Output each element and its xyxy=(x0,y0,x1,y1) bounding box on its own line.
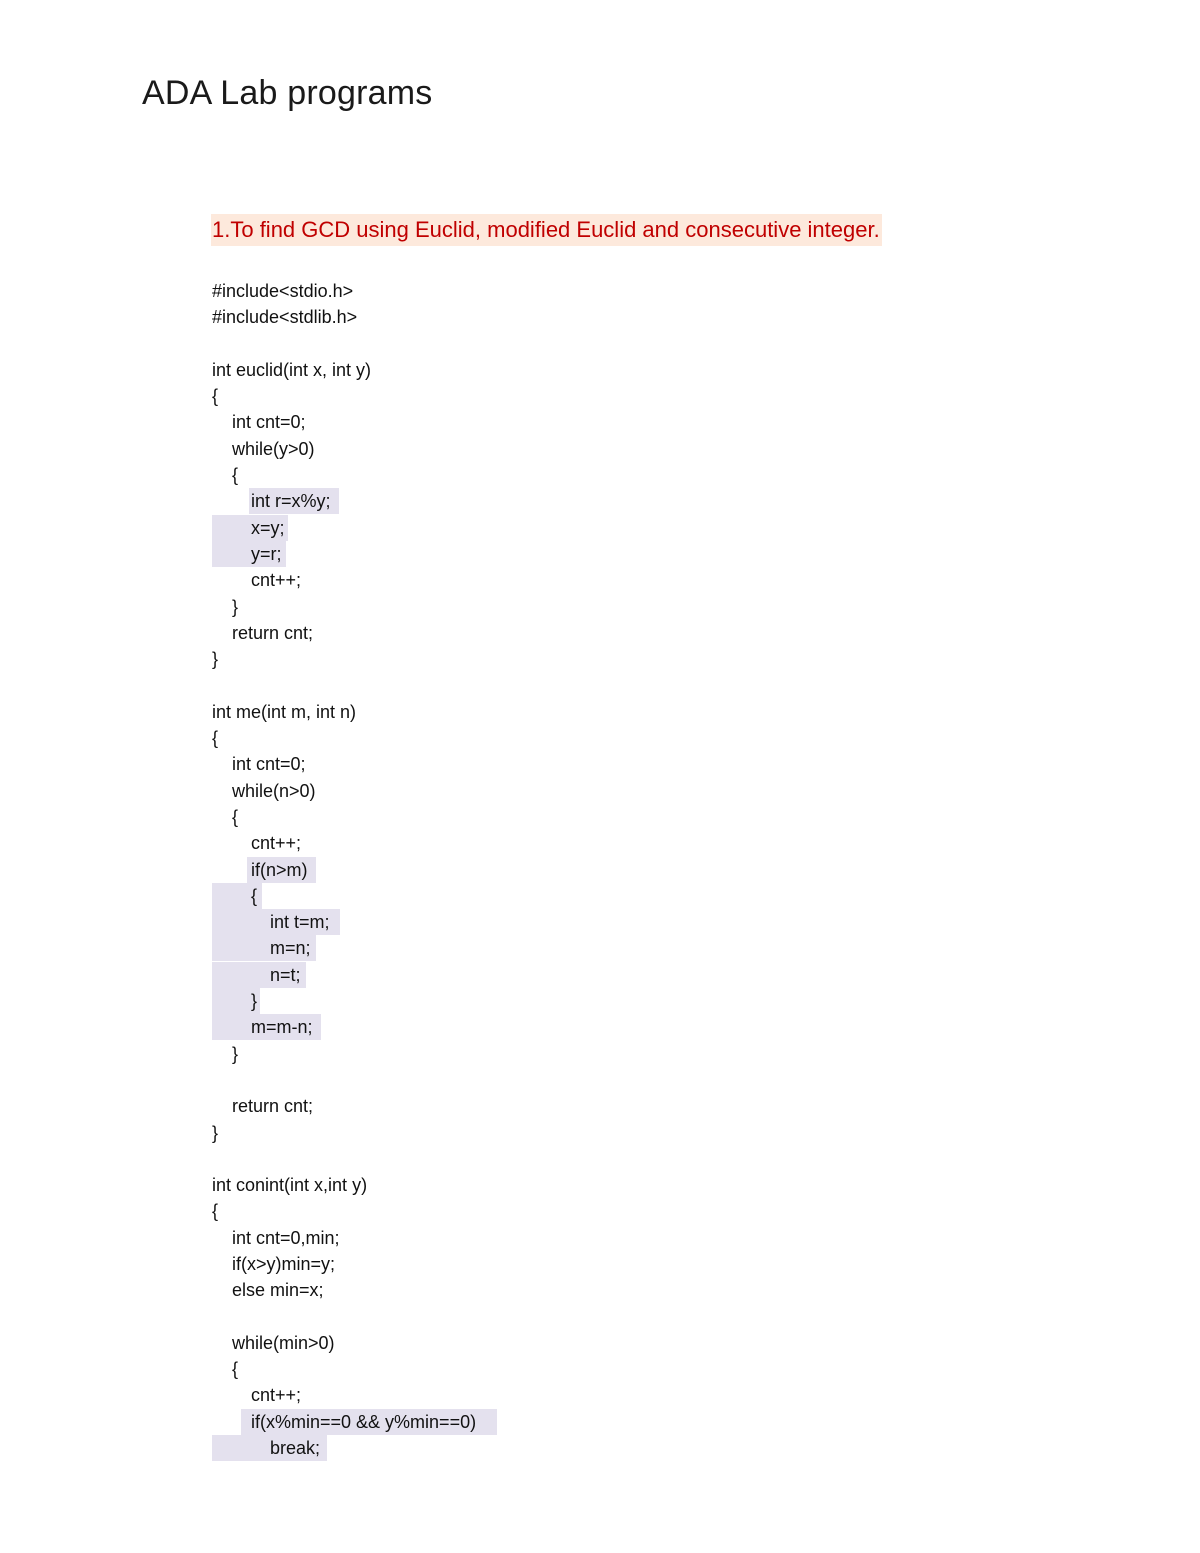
code-text: int cnt=0; xyxy=(232,754,306,775)
code-text: m=m-n; xyxy=(251,1017,313,1038)
code-text: #include<stdlib.h> xyxy=(212,307,358,328)
code-text: int conint(int x,int y) xyxy=(212,1175,368,1196)
code-line xyxy=(212,988,1112,1014)
code-line xyxy=(212,1251,1112,1277)
code-line xyxy=(212,1225,1112,1251)
code-line xyxy=(212,1014,1112,1040)
code-line xyxy=(212,1093,1112,1119)
code-line xyxy=(212,488,1112,514)
code-line xyxy=(212,541,1112,567)
code-text: if(x>y)min=y; xyxy=(232,1253,336,1274)
code-line xyxy=(212,1435,1112,1461)
code-text: } xyxy=(232,1043,239,1064)
code-text: cnt++; xyxy=(251,833,302,854)
code-line xyxy=(212,699,1112,725)
code-text: while(y>0) xyxy=(232,438,315,459)
code-line xyxy=(212,1146,1112,1172)
code-text: int me(int m, int n) xyxy=(212,701,357,722)
code-text: x=y; xyxy=(251,517,285,538)
code-line xyxy=(212,357,1112,383)
code-line xyxy=(212,935,1112,961)
code-line xyxy=(212,383,1112,409)
code-line xyxy=(212,857,1112,883)
code-line xyxy=(212,1409,1112,1435)
code-text: { xyxy=(212,386,219,407)
code-text: return cnt; xyxy=(232,622,314,643)
code-text: { xyxy=(232,806,239,827)
code-line xyxy=(212,1304,1112,1330)
code-line xyxy=(212,1198,1112,1224)
code-line xyxy=(212,672,1112,698)
code-text: int r=x%y; xyxy=(251,491,331,512)
page-title: ADA Lab programs xyxy=(142,74,433,112)
code-text: } xyxy=(251,991,258,1012)
code-line xyxy=(212,620,1112,646)
code-line xyxy=(212,462,1112,488)
code-line xyxy=(212,909,1112,935)
code-text: { xyxy=(232,1359,239,1380)
code-text: n=t; xyxy=(270,964,301,985)
code-line xyxy=(212,567,1112,593)
code-line xyxy=(212,1356,1112,1382)
code-text: m=n; xyxy=(270,938,311,959)
code-text: while(min>0) xyxy=(232,1332,335,1353)
code-line xyxy=(212,1067,1112,1093)
code-text: } xyxy=(212,649,219,670)
code-text: return cnt; xyxy=(232,1096,314,1117)
code-line xyxy=(212,409,1112,435)
code-line xyxy=(212,751,1112,777)
code-line xyxy=(212,646,1112,672)
code-block xyxy=(212,278,1112,1461)
code-line xyxy=(212,804,1112,830)
code-text: cnt++; xyxy=(251,1385,302,1406)
code-text: y=r; xyxy=(251,543,282,564)
code-line xyxy=(212,1277,1112,1303)
code-line xyxy=(212,962,1112,988)
code-line xyxy=(212,830,1112,856)
code-text: #include<stdio.h> xyxy=(212,281,354,301)
code-text: if(n>m) xyxy=(251,859,308,880)
code-line xyxy=(212,1120,1112,1146)
code-line xyxy=(212,278,1112,304)
code-line xyxy=(212,725,1112,751)
code-line xyxy=(212,331,1112,357)
code-line xyxy=(212,1382,1112,1408)
code-line xyxy=(212,515,1112,541)
section-heading: 1.To find GCD using Euclid, modified Euclid and consecutive integer. xyxy=(211,214,882,246)
code-text: int t=m; xyxy=(270,912,330,933)
code-text: cnt++; xyxy=(251,570,302,591)
code-text: { xyxy=(212,1201,219,1222)
code-text: int cnt=0,min; xyxy=(232,1227,340,1248)
code-text: else min=x; xyxy=(232,1280,324,1301)
code-text: { xyxy=(232,465,239,486)
code-text: } xyxy=(232,596,239,617)
code-line xyxy=(212,594,1112,620)
code-text: int euclid(int x, int y) xyxy=(212,359,372,380)
code-text: } xyxy=(212,1122,219,1143)
code-text: { xyxy=(251,885,258,906)
code-line xyxy=(212,1172,1112,1198)
code-text: while(n>0) xyxy=(232,780,316,801)
code-text: break; xyxy=(270,1438,321,1459)
code-text: { xyxy=(212,728,219,749)
code-text: if(x%min==0 && y%min==0) xyxy=(251,1411,477,1432)
code-line xyxy=(212,304,1112,330)
code-line xyxy=(212,778,1112,804)
code-line xyxy=(212,436,1112,462)
code-line xyxy=(212,1330,1112,1356)
code-line xyxy=(212,1041,1112,1067)
code-line xyxy=(212,883,1112,909)
code-text: int cnt=0; xyxy=(232,412,306,433)
